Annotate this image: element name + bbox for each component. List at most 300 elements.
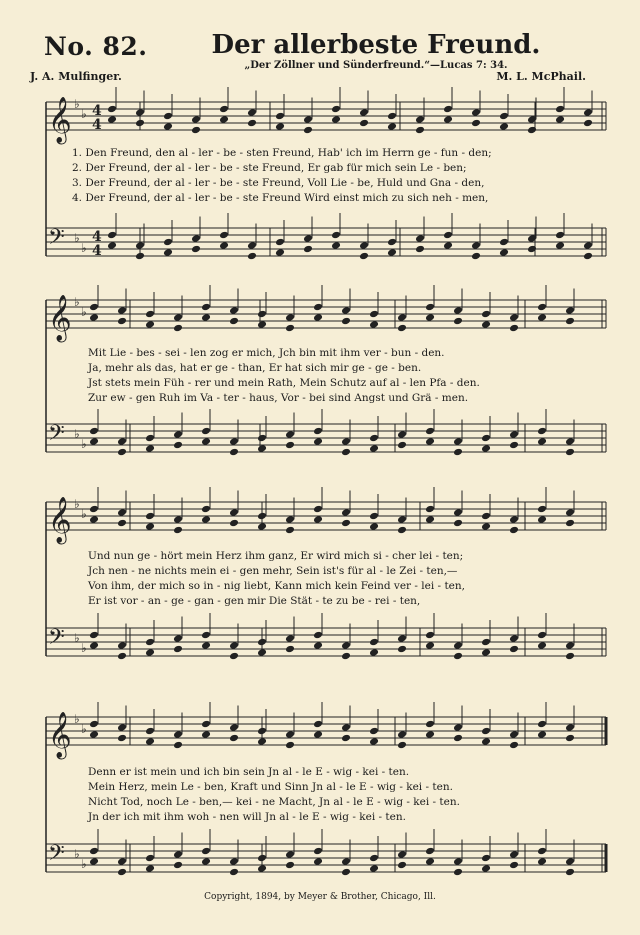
- note-head: [89, 427, 99, 436]
- note-head: [173, 430, 183, 439]
- note-head: [471, 119, 481, 128]
- note-head: [313, 515, 323, 524]
- note-head: [285, 741, 295, 750]
- note-head: [481, 638, 491, 647]
- note-head: [145, 638, 155, 647]
- flat-icon: ♭: [81, 437, 87, 451]
- note-head: [443, 231, 453, 240]
- note-head: [565, 448, 575, 457]
- bass-clef-icon: 𝄢: [48, 841, 65, 871]
- note-head: [509, 634, 519, 643]
- note-head: [229, 317, 239, 326]
- note-head: [565, 857, 575, 866]
- note-head: [509, 730, 519, 739]
- flat-icon: ♭: [81, 305, 87, 319]
- note-head: [425, 437, 435, 446]
- note-head: [481, 737, 491, 746]
- note-head: [145, 727, 155, 736]
- note-head: [565, 508, 575, 517]
- note-head: [453, 317, 463, 326]
- note-head: [247, 241, 257, 250]
- note-head: [369, 444, 379, 453]
- note-head: [537, 847, 547, 856]
- note-head: [509, 741, 519, 750]
- note-head: [219, 241, 229, 250]
- note-head: [537, 427, 547, 436]
- note-head: [257, 648, 267, 657]
- note-head: [397, 526, 407, 535]
- note-head: [425, 857, 435, 866]
- note-head: [453, 519, 463, 528]
- note-head: [89, 505, 99, 514]
- note-head: [537, 437, 547, 446]
- note-head: [453, 508, 463, 517]
- note-head: [471, 241, 481, 250]
- note-head: [89, 515, 99, 524]
- flat-icon: ♭: [74, 847, 80, 861]
- note-head: [313, 847, 323, 856]
- note-head: [341, 734, 351, 743]
- note-head: [341, 519, 351, 528]
- note-head: [313, 641, 323, 650]
- note-head: [341, 448, 351, 457]
- note-head: [565, 306, 575, 315]
- flat-icon: ♭: [81, 641, 87, 655]
- note-head: [359, 252, 369, 261]
- note-head: [89, 857, 99, 866]
- lyric-line: Er ist vor - an - ge - gan - gen mir Die Stät - te zu be - rei - ten,: [88, 595, 421, 607]
- note-head: [229, 723, 239, 732]
- note-head: [583, 241, 593, 250]
- note-head: [369, 310, 379, 319]
- note-head: [89, 313, 99, 322]
- note-head: [359, 119, 369, 128]
- note-head: [313, 303, 323, 312]
- note-head: [453, 448, 463, 457]
- note-head: [565, 734, 575, 743]
- note-head: [415, 234, 425, 243]
- note-head: [425, 641, 435, 650]
- note-head: [453, 868, 463, 877]
- note-head: [397, 645, 407, 654]
- note-head: [275, 122, 285, 131]
- note-head: [285, 634, 295, 643]
- note-head: [425, 313, 435, 322]
- note-head: [257, 727, 267, 736]
- note-head: [359, 108, 369, 117]
- note-head: [565, 317, 575, 326]
- note-head: [481, 310, 491, 319]
- note-head: [145, 434, 155, 443]
- lyric-line: Mein Herz, mein Le - ben, Kraft und Sinn Jn al - le E - wig - kei - ten.: [88, 781, 453, 793]
- note-head: [509, 430, 519, 439]
- note-head: [509, 526, 519, 535]
- note-head: [89, 437, 99, 446]
- note-head: [313, 631, 323, 640]
- note-head: [145, 864, 155, 873]
- note-head: [509, 324, 519, 333]
- note-head: [163, 248, 173, 257]
- note-head: [285, 515, 295, 524]
- note-head: [285, 730, 295, 739]
- note-head: [369, 320, 379, 329]
- note-head: [201, 303, 211, 312]
- note-head: [89, 631, 99, 640]
- note-head: [481, 522, 491, 531]
- note-head: [387, 238, 397, 247]
- note-head: [89, 847, 99, 856]
- treble-clef-icon: 𝄞: [48, 97, 72, 143]
- note-head: [173, 441, 183, 450]
- note-head: [537, 515, 547, 524]
- lyricist-credit: J. A. Mulfinger.: [30, 70, 122, 83]
- note-head: [89, 641, 99, 650]
- note-head: [219, 115, 229, 124]
- note-head: [163, 238, 173, 247]
- note-head: [145, 310, 155, 319]
- time-signature: 4: [92, 243, 102, 259]
- lyric-line: Jch nen - ne nichts mein ei - gen mehr, Sein ist's für al - le Zei - ten,—: [88, 565, 458, 577]
- note-head: [201, 505, 211, 514]
- note-head: [425, 847, 435, 856]
- note-head: [117, 317, 127, 326]
- note-head: [285, 441, 295, 450]
- note-head: [107, 115, 117, 124]
- note-head: [397, 861, 407, 870]
- note-head: [397, 441, 407, 450]
- note-head: [453, 306, 463, 315]
- note-head: [499, 122, 509, 131]
- note-head: [173, 313, 183, 322]
- hymn-title: Der allerbeste Freund.: [211, 30, 541, 60]
- note-head: [369, 854, 379, 863]
- note-head: [257, 512, 267, 521]
- note-head: [499, 112, 509, 121]
- note-head: [555, 241, 565, 250]
- note-head: [481, 727, 491, 736]
- note-head: [481, 854, 491, 863]
- note-head: [89, 720, 99, 729]
- note-head: [425, 631, 435, 640]
- flat-icon: ♭: [81, 722, 87, 736]
- note-head: [509, 861, 519, 870]
- note-head: [369, 434, 379, 443]
- note-head: [173, 324, 183, 333]
- note-head: [369, 522, 379, 531]
- note-head: [285, 645, 295, 654]
- note-head: [453, 734, 463, 743]
- note-head: [313, 313, 323, 322]
- note-head: [397, 313, 407, 322]
- flat-icon: ♭: [74, 712, 80, 726]
- note-head: [397, 850, 407, 859]
- note-head: [173, 526, 183, 535]
- note-head: [331, 241, 341, 250]
- note-head: [369, 512, 379, 521]
- note-head: [257, 320, 267, 329]
- note-head: [117, 641, 127, 650]
- note-head: [145, 737, 155, 746]
- note-head: [285, 430, 295, 439]
- note-head: [201, 847, 211, 856]
- note-head: [341, 437, 351, 446]
- note-head: [229, 508, 239, 517]
- note-head: [415, 126, 425, 135]
- note-head: [481, 864, 491, 873]
- note-head: [453, 652, 463, 661]
- flat-icon: ♭: [74, 497, 80, 511]
- flat-icon: ♭: [81, 241, 87, 255]
- note-head: [397, 430, 407, 439]
- note-head: [89, 730, 99, 739]
- note-head: [117, 857, 127, 866]
- note-head: [257, 434, 267, 443]
- note-head: [453, 723, 463, 732]
- note-head: [173, 861, 183, 870]
- note-head: [387, 248, 397, 257]
- note-head: [471, 108, 481, 117]
- note-head: [313, 437, 323, 446]
- note-head: [257, 638, 267, 647]
- note-head: [369, 864, 379, 873]
- bass-clef-icon: 𝄢: [48, 225, 65, 255]
- note-head: [397, 634, 407, 643]
- note-head: [397, 515, 407, 524]
- note-head: [303, 234, 313, 243]
- bass-clef-icon: 𝄢: [48, 625, 65, 655]
- note-head: [275, 248, 285, 257]
- note-head: [565, 652, 575, 661]
- note-head: [341, 508, 351, 517]
- note-head: [229, 437, 239, 446]
- note-head: [135, 252, 145, 261]
- note-head: [555, 115, 565, 124]
- note-head: [313, 505, 323, 514]
- note-head: [537, 720, 547, 729]
- note-head: [117, 437, 127, 446]
- note-head: [229, 652, 239, 661]
- note-head: [201, 720, 211, 729]
- note-head: [555, 105, 565, 114]
- note-head: [135, 241, 145, 250]
- note-head: [499, 238, 509, 247]
- note-head: [555, 231, 565, 240]
- note-head: [369, 638, 379, 647]
- note-head: [173, 515, 183, 524]
- note-head: [583, 252, 593, 261]
- note-head: [341, 723, 351, 732]
- note-head: [359, 241, 369, 250]
- note-head: [537, 505, 547, 514]
- note-head: [565, 519, 575, 528]
- note-head: [201, 631, 211, 640]
- lyric-line: Und nun ge - hört mein Herz ihm ganz, Er wird mich si - cher lei - ten;: [88, 550, 464, 562]
- note-head: [415, 115, 425, 124]
- note-head: [229, 734, 239, 743]
- flat-icon: ♭: [81, 107, 87, 121]
- note-head: [173, 850, 183, 859]
- note-head: [509, 645, 519, 654]
- note-head: [117, 508, 127, 517]
- note-head: [443, 105, 453, 114]
- note-head: [313, 730, 323, 739]
- note-head: [565, 437, 575, 446]
- lyric-line: Nicht Tod, noch Le - ben,— kei - ne Macht, Jn al - le E - wig - kei - ten.: [88, 796, 460, 808]
- note-head: [331, 115, 341, 124]
- hymn-number: No. 82.: [44, 32, 148, 61]
- note-head: [145, 854, 155, 863]
- time-signature: 4: [92, 117, 102, 133]
- flat-icon: ♭: [81, 857, 87, 871]
- note-head: [145, 444, 155, 453]
- note-head: [369, 648, 379, 657]
- flat-icon: ♭: [74, 295, 80, 309]
- note-head: [341, 868, 351, 877]
- note-head: [257, 444, 267, 453]
- copyright-notice: Copyright, 1894, by Meyer & Brother, Chicago, Ill.: [204, 892, 436, 902]
- note-head: [117, 306, 127, 315]
- note-head: [565, 641, 575, 650]
- note-head: [145, 512, 155, 521]
- note-head: [341, 857, 351, 866]
- note-head: [313, 427, 323, 436]
- note-head: [145, 648, 155, 657]
- note-head: [443, 115, 453, 124]
- note-head: [583, 108, 593, 117]
- note-head: [397, 741, 407, 750]
- lyric-line: 1. Den Freund, den al - ler - be - sten Freund, Hab' ich im Herrn ge - fun - den;: [72, 147, 492, 159]
- lyric-line: Denn er ist mein und ich bin sein Jn al - le E - wig - kei - ten.: [88, 766, 410, 778]
- note-head: [257, 854, 267, 863]
- note-head: [565, 723, 575, 732]
- treble-clef-icon: 𝄞: [48, 712, 72, 758]
- flat-icon: ♭: [74, 631, 80, 645]
- note-head: [229, 857, 239, 866]
- note-head: [275, 112, 285, 121]
- note-head: [369, 737, 379, 746]
- note-head: [481, 512, 491, 521]
- note-head: [191, 245, 201, 254]
- note-head: [107, 241, 117, 250]
- treble-clef-icon: 𝄞: [48, 295, 72, 341]
- note-head: [145, 320, 155, 329]
- note-head: [107, 231, 117, 240]
- note-head: [229, 641, 239, 650]
- note-head: [285, 850, 295, 859]
- note-head: [387, 112, 397, 121]
- note-head: [285, 861, 295, 870]
- note-head: [397, 324, 407, 333]
- note-head: [341, 306, 351, 315]
- time-signature: 4: [92, 103, 102, 119]
- note-head: [173, 634, 183, 643]
- note-head: [117, 868, 127, 877]
- note-head: [117, 519, 127, 528]
- note-head: [219, 231, 229, 240]
- note-head: [247, 108, 257, 117]
- note-head: [425, 720, 435, 729]
- note-head: [313, 857, 323, 866]
- note-head: [173, 741, 183, 750]
- note-head: [303, 245, 313, 254]
- lyric-line: Von ihm, der mich so in - nig liebt, Kann mich kein Feind ver - lei - ten,: [88, 580, 465, 592]
- note-head: [201, 515, 211, 524]
- lyric-line: Jn der ich mit ihm woh - nen will Jn al - le E - wig - kei - ten.: [88, 811, 406, 823]
- note-head: [219, 105, 229, 114]
- note-head: [285, 526, 295, 535]
- note-head: [229, 448, 239, 457]
- note-head: [341, 652, 351, 661]
- note-head: [537, 313, 547, 322]
- note-head: [583, 119, 593, 128]
- note-head: [331, 231, 341, 240]
- note-head: [499, 248, 509, 257]
- note-head: [369, 727, 379, 736]
- note-head: [341, 317, 351, 326]
- note-head: [191, 126, 201, 135]
- note-head: [443, 241, 453, 250]
- note-head: [257, 310, 267, 319]
- lyric-line: 2. Der Freund, der al - ler - be - ste Freund, Er gab für mich sein Le - ben;: [72, 162, 467, 174]
- note-head: [135, 119, 145, 128]
- note-head: [425, 303, 435, 312]
- note-head: [117, 723, 127, 732]
- note-head: [509, 313, 519, 322]
- lyric-line: Ja, mehr als das, hat er ge - than, Er hat sich mir ge - ge - ben.: [88, 362, 422, 374]
- note-head: [275, 238, 285, 247]
- note-head: [285, 313, 295, 322]
- bass-clef-icon: 𝄢: [48, 421, 65, 451]
- hymn-subtitle: „Der Zöllner und Sünderfreund.“—Lucas 7: 34.: [244, 60, 508, 71]
- note-head: [453, 641, 463, 650]
- flat-icon: ♭: [74, 427, 80, 441]
- composer-credit: M. L. McPhail.: [496, 70, 586, 83]
- note-head: [425, 505, 435, 514]
- note-head: [565, 868, 575, 877]
- flat-icon: ♭: [74, 231, 80, 245]
- note-head: [117, 652, 127, 661]
- note-head: [341, 641, 351, 650]
- note-head: [509, 850, 519, 859]
- note-head: [191, 115, 201, 124]
- lyric-line: Jst stets mein Füh - rer und mein Rath, Mein Schutz auf al - len Pfa - den.: [88, 377, 480, 389]
- note-head: [453, 857, 463, 866]
- flat-icon: ♭: [81, 507, 87, 521]
- note-head: [481, 648, 491, 657]
- note-head: [201, 730, 211, 739]
- note-head: [163, 112, 173, 121]
- note-head: [481, 434, 491, 443]
- note-head: [201, 427, 211, 436]
- flat-icon: ♭: [74, 97, 80, 111]
- note-head: [481, 444, 491, 453]
- time-signature: 4: [92, 229, 102, 245]
- note-head: [537, 730, 547, 739]
- lyric-line: Mit Lie - bes - sei - len zog er mich, Jch bin mit ihm ver - bun - den.: [88, 347, 445, 359]
- note-head: [191, 234, 201, 243]
- note-head: [537, 303, 547, 312]
- note-head: [453, 437, 463, 446]
- note-head: [201, 857, 211, 866]
- lyric-line: 4. Der Freund, der al - ler - be - ste Freund Wird einst mich zu sich neh - men,: [72, 192, 489, 204]
- note-head: [415, 245, 425, 254]
- note-head: [201, 437, 211, 446]
- note-head: [387, 122, 397, 131]
- note-head: [173, 730, 183, 739]
- note-head: [173, 645, 183, 654]
- note-head: [229, 868, 239, 877]
- note-head: [481, 320, 491, 329]
